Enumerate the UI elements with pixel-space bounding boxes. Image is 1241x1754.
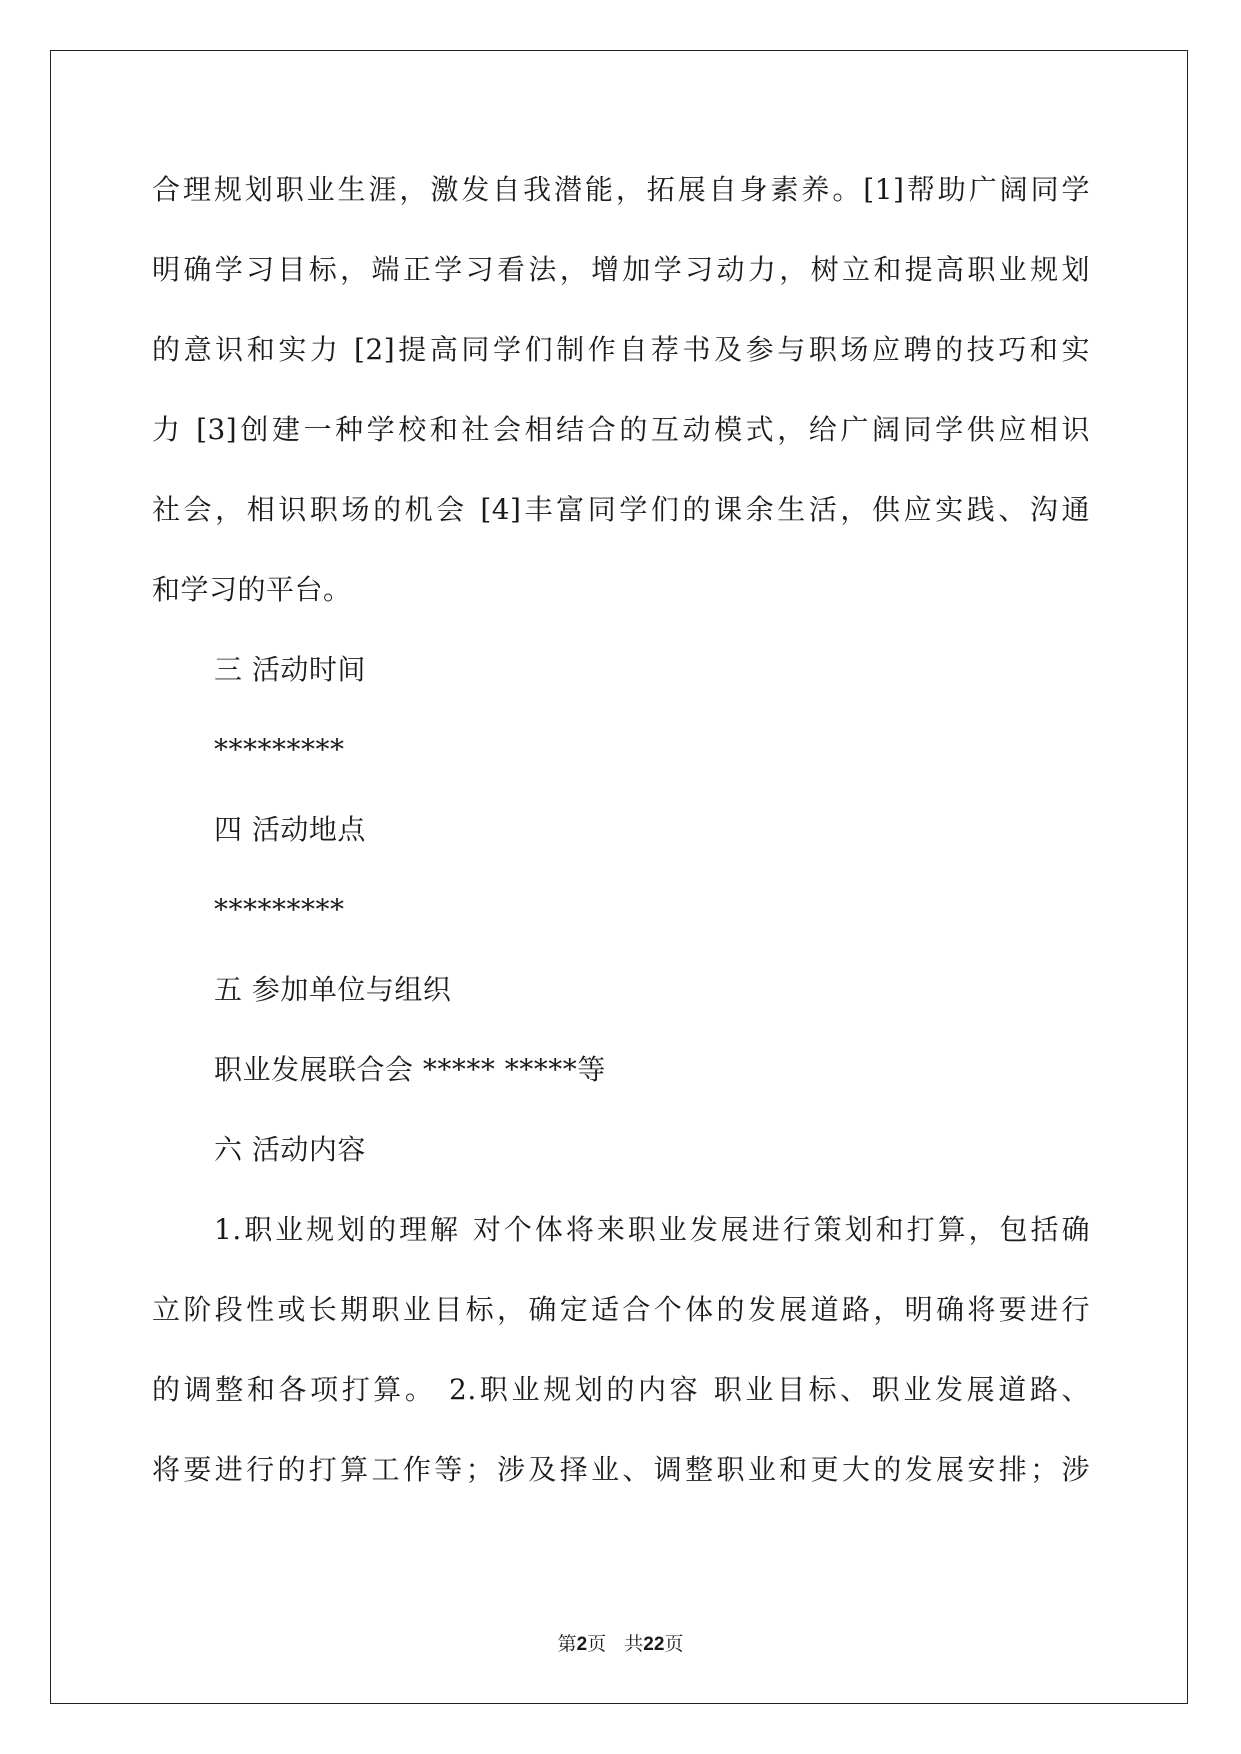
- footer-total-suffix: 页: [664, 1633, 684, 1655]
- paragraph-line: 和学习的平台。: [152, 573, 352, 606]
- paragraph-line: 1.职业规划的理解 对个体将来职业发展进行策划和打算，包括确: [214, 1213, 1090, 1246]
- paragraph-line: 社会，相识职场的机会 [4]丰富同学们的课余生活，供应实践、沟通: [152, 493, 1090, 526]
- footer-page-prefix: 第: [557, 1633, 577, 1655]
- paragraph-line: 明确学习目标，端正学习看法，增加学习动力，树立和提高职业规划: [152, 253, 1090, 286]
- paragraph-line: 的调整和各项打算。 2.职业规划的内容 职业目标、职业发展道路、: [152, 1373, 1090, 1406]
- section-value-location: *********: [214, 893, 345, 926]
- section-value-participants: 职业发展联合会 ***** *****等: [214, 1053, 606, 1086]
- paragraph-line: 合理规划职业生涯，激发自我潜能，拓展自身素养。[1]帮助广阔同学: [152, 173, 1090, 206]
- paragraph-line: 将要进行的打算工作等；涉及择业、调整职业和更大的发展安排；涉: [152, 1453, 1090, 1486]
- footer-page-number: 2: [576, 1634, 588, 1655]
- page-footer: [0, 1632, 1241, 1657]
- section-heading-location: 四 活动地点: [214, 813, 366, 846]
- section-heading-content: 六 活动内容: [214, 1133, 366, 1166]
- paragraph-line: 立阶段性或长期职业目标，确定适合个体的发展道路，明确将要进行: [152, 1293, 1090, 1326]
- paragraph-line: 的意识和实力 [2]提高同学们制作自荐书及参与职场应聘的技巧和实: [152, 333, 1090, 366]
- footer-total-prefix: 共: [624, 1633, 644, 1655]
- section-value-time: *********: [214, 733, 345, 766]
- paragraph-line: 力 [3]创建一种学校和社会相结合的互动模式，给广阔同学供应相识: [152, 413, 1090, 446]
- footer-total-pages: 22: [643, 1634, 665, 1655]
- section-heading-time: 三 活动时间: [214, 653, 366, 686]
- footer-page-suffix: 页: [587, 1633, 607, 1655]
- section-heading-participants: 五 参加单位与组织: [214, 973, 452, 1006]
